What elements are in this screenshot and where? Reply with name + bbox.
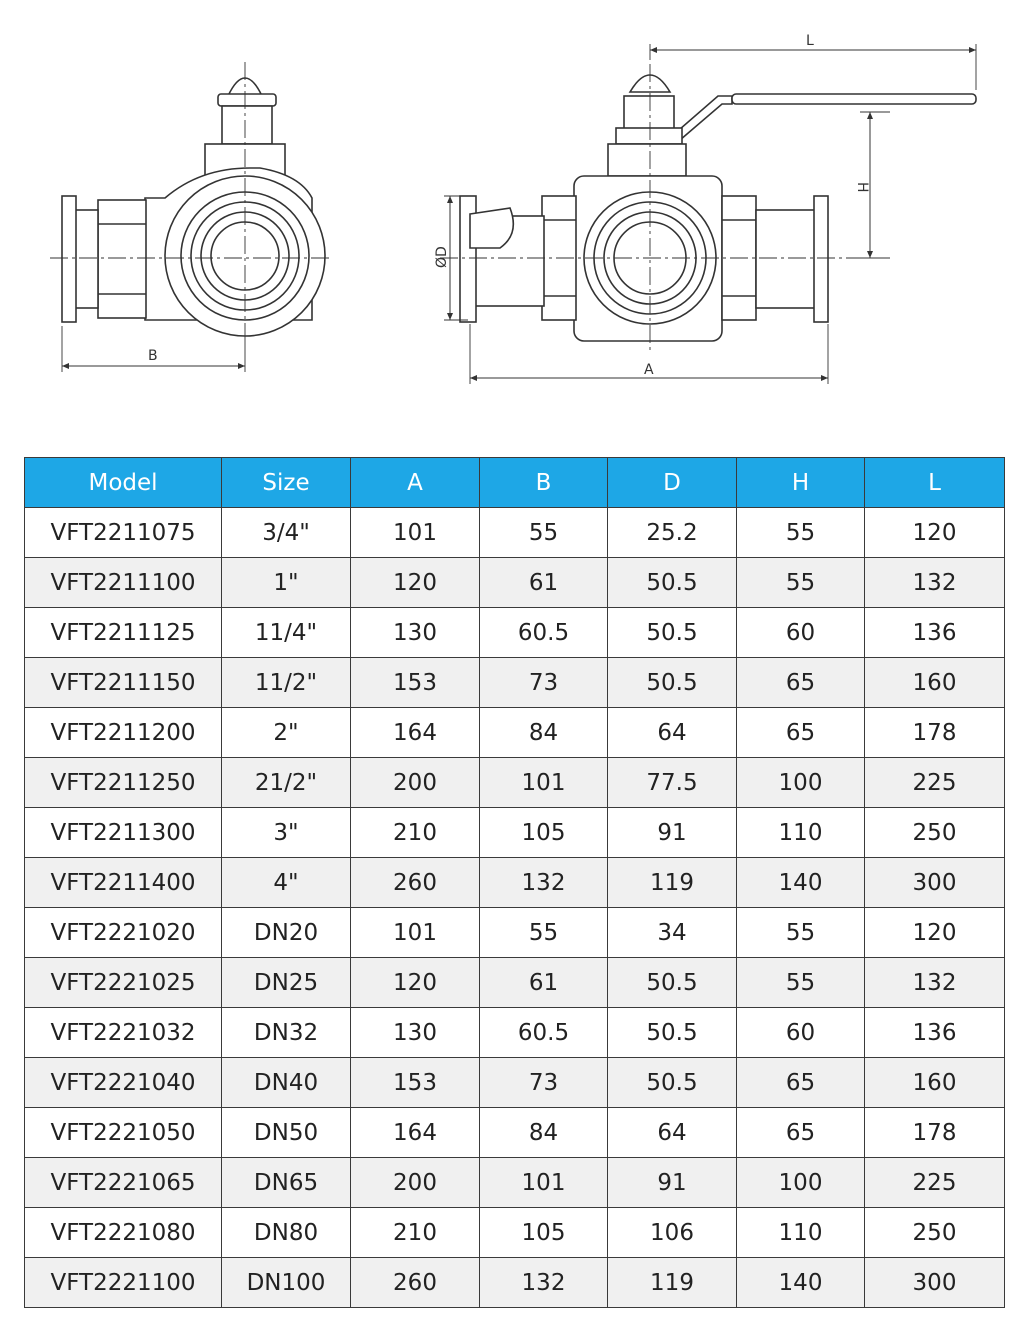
table-cell-size: DN65 [222,1158,351,1208]
table-cell-a: 164 [351,708,480,758]
table-cell-a: 130 [351,608,480,658]
table-cell-a: 164 [351,1108,480,1158]
table-cell-l: 136 [865,1008,1005,1058]
column-header-b: B [480,458,608,508]
table-cell-b: 84 [480,708,608,758]
table-cell-b: 101 [480,1158,608,1208]
table-cell-l: 178 [865,1108,1005,1158]
table-cell-model: VFT2221065 [25,1158,222,1208]
table-cell-d: 50.5 [608,958,737,1008]
table-cell-l: 136 [865,608,1005,658]
table-cell-l: 300 [865,1258,1005,1308]
table-cell-size: DN80 [222,1208,351,1258]
table-cell-a: 260 [351,1258,480,1308]
table-cell-a: 210 [351,808,480,858]
table-cell-a: 153 [351,658,480,708]
table-cell-size: 3" [222,808,351,858]
side-view-drawing [50,62,330,372]
table-cell-h: 140 [737,858,865,908]
table-cell-b: 73 [480,658,608,708]
table-cell-model: VFT2211200 [25,708,222,758]
table-cell-d: 50.5 [608,658,737,708]
table-cell-model: VFT2211075 [25,508,222,558]
table-cell-d: 50.5 [608,1058,737,1108]
column-header-h: H [737,458,865,508]
table-row [25,508,1005,558]
table-row [25,1158,1005,1208]
table-cell-model: VFT2211300 [25,808,222,858]
table-cell-h: 65 [737,1108,865,1158]
table-cell-b: 105 [480,808,608,858]
table-row [25,1008,1005,1058]
table-cell-b: 101 [480,758,608,808]
table-row [25,1208,1005,1258]
table-cell-l: 250 [865,1208,1005,1258]
table-cell-model: VFT2211250 [25,758,222,808]
table-row [25,608,1005,658]
table-cell-a: 200 [351,758,480,808]
table-cell-model: VFT2221040 [25,1058,222,1108]
table-cell-size: 1" [222,558,351,608]
table-cell-model: VFT2211100 [25,558,222,608]
table-cell-size: DN100 [222,1258,351,1308]
table-cell-size: 11/4" [222,608,351,658]
table-cell-d: 106 [608,1208,737,1258]
table-cell-size: DN32 [222,1008,351,1058]
table-cell-d: 91 [608,1158,737,1208]
front-view-drawing [440,44,976,384]
table-row [25,858,1005,908]
table-cell-l: 160 [865,658,1005,708]
table-cell-a: 200 [351,1158,480,1208]
table-row [25,1108,1005,1158]
table-cell-d: 25.2 [608,508,737,558]
table-cell-a: 120 [351,958,480,1008]
specification-table [24,457,1005,1308]
table-cell-l: 120 [865,508,1005,558]
table-cell-a: 101 [351,908,480,958]
table-cell-b: 132 [480,858,608,908]
table-row [25,558,1005,608]
table-cell-size: DN50 [222,1108,351,1158]
dim-label-l: L [806,33,814,49]
table-cell-l: 132 [865,558,1005,608]
table-cell-l: 225 [865,1158,1005,1208]
table-cell-d: 34 [608,908,737,958]
table-cell-size: DN25 [222,958,351,1008]
table-cell-size: 3/4" [222,508,351,558]
table-cell-d: 77.5 [608,758,737,808]
table-cell-l: 225 [865,758,1005,808]
table-cell-a: 120 [351,558,480,608]
table-cell-a: 101 [351,508,480,558]
column-header-d: D [608,458,737,508]
table-cell-h: 65 [737,1058,865,1108]
table-cell-b: 61 [480,958,608,1008]
table-cell-d: 64 [608,708,737,758]
table-cell-d: 119 [608,1258,737,1308]
table-cell-h: 55 [737,508,865,558]
table-cell-h: 60 [737,1008,865,1058]
table-row [25,758,1005,808]
table-cell-l: 300 [865,858,1005,908]
table-cell-h: 110 [737,1208,865,1258]
table-cell-h: 55 [737,958,865,1008]
table-cell-a: 130 [351,1008,480,1058]
table-row [25,808,1005,858]
column-header-model: Model [25,458,222,508]
table-row [25,708,1005,758]
table-row [25,908,1005,958]
front-view-clamp-detail [470,208,513,248]
table-cell-b: 105 [480,1208,608,1258]
table-cell-model: VFT2221025 [25,958,222,1008]
table-cell-d: 50.5 [608,558,737,608]
table-cell-a: 153 [351,1058,480,1108]
table-cell-d: 50.5 [608,1008,737,1058]
table-cell-size: 2" [222,708,351,758]
table-cell-d: 64 [608,1108,737,1158]
table-cell-size: DN20 [222,908,351,958]
table-cell-l: 132 [865,958,1005,1008]
table-cell-h: 100 [737,1158,865,1208]
table-cell-h: 55 [737,558,865,608]
table-cell-b: 55 [480,508,608,558]
dim-label-a: A [644,362,654,378]
table-cell-h: 65 [737,658,865,708]
table-cell-size: DN40 [222,1058,351,1108]
table-row [25,958,1005,1008]
column-header-size: Size [222,458,351,508]
table-cell-h: 100 [737,758,865,808]
table-cell-a: 260 [351,858,480,908]
table-cell-a: 210 [351,1208,480,1258]
table-cell-model: VFT2221032 [25,1008,222,1058]
table-cell-l: 178 [865,708,1005,758]
table-cell-h: 110 [737,808,865,858]
table-cell-model: VFT2221050 [25,1108,222,1158]
table-cell-b: 61 [480,558,608,608]
table-header-row [25,458,1005,508]
valve-drawings-svg [0,0,1032,420]
table-cell-b: 73 [480,1058,608,1108]
table-cell-b: 60.5 [480,608,608,658]
valve-technical-drawing [0,0,1032,420]
dim-label-b: B [148,348,158,364]
table-cell-b: 84 [480,1108,608,1158]
table-cell-model: VFT2211150 [25,658,222,708]
column-header-l: L [865,458,1005,508]
table-cell-model: VFT2221020 [25,908,222,958]
table-cell-l: 250 [865,808,1005,858]
table-cell-h: 140 [737,1258,865,1308]
table-cell-h: 55 [737,908,865,958]
table-cell-d: 119 [608,858,737,908]
table-row [25,1258,1005,1308]
column-header-a: A [351,458,480,508]
table-cell-l: 120 [865,908,1005,958]
table-cell-b: 132 [480,1258,608,1308]
table-cell-d: 91 [608,808,737,858]
table-row [25,658,1005,708]
table-cell-h: 60 [737,608,865,658]
table-cell-b: 60.5 [480,1008,608,1058]
table-cell-h: 65 [737,708,865,758]
table-cell-model: VFT2221080 [25,1208,222,1258]
table-cell-size: 11/2" [222,658,351,708]
table-cell-size: 4" [222,858,351,908]
table-cell-size: 21/2" [222,758,351,808]
table-cell-l: 160 [865,1058,1005,1108]
table-cell-b: 55 [480,908,608,958]
table-row [25,1058,1005,1108]
dim-label-d: ØD [434,246,450,268]
table-body [25,508,1005,1308]
table-cell-d: 50.5 [608,608,737,658]
table-cell-model: VFT2211125 [25,608,222,658]
table-cell-model: VFT2211400 [25,858,222,908]
dim-label-h: H [854,182,870,193]
table-cell-model: VFT2221100 [25,1258,222,1308]
